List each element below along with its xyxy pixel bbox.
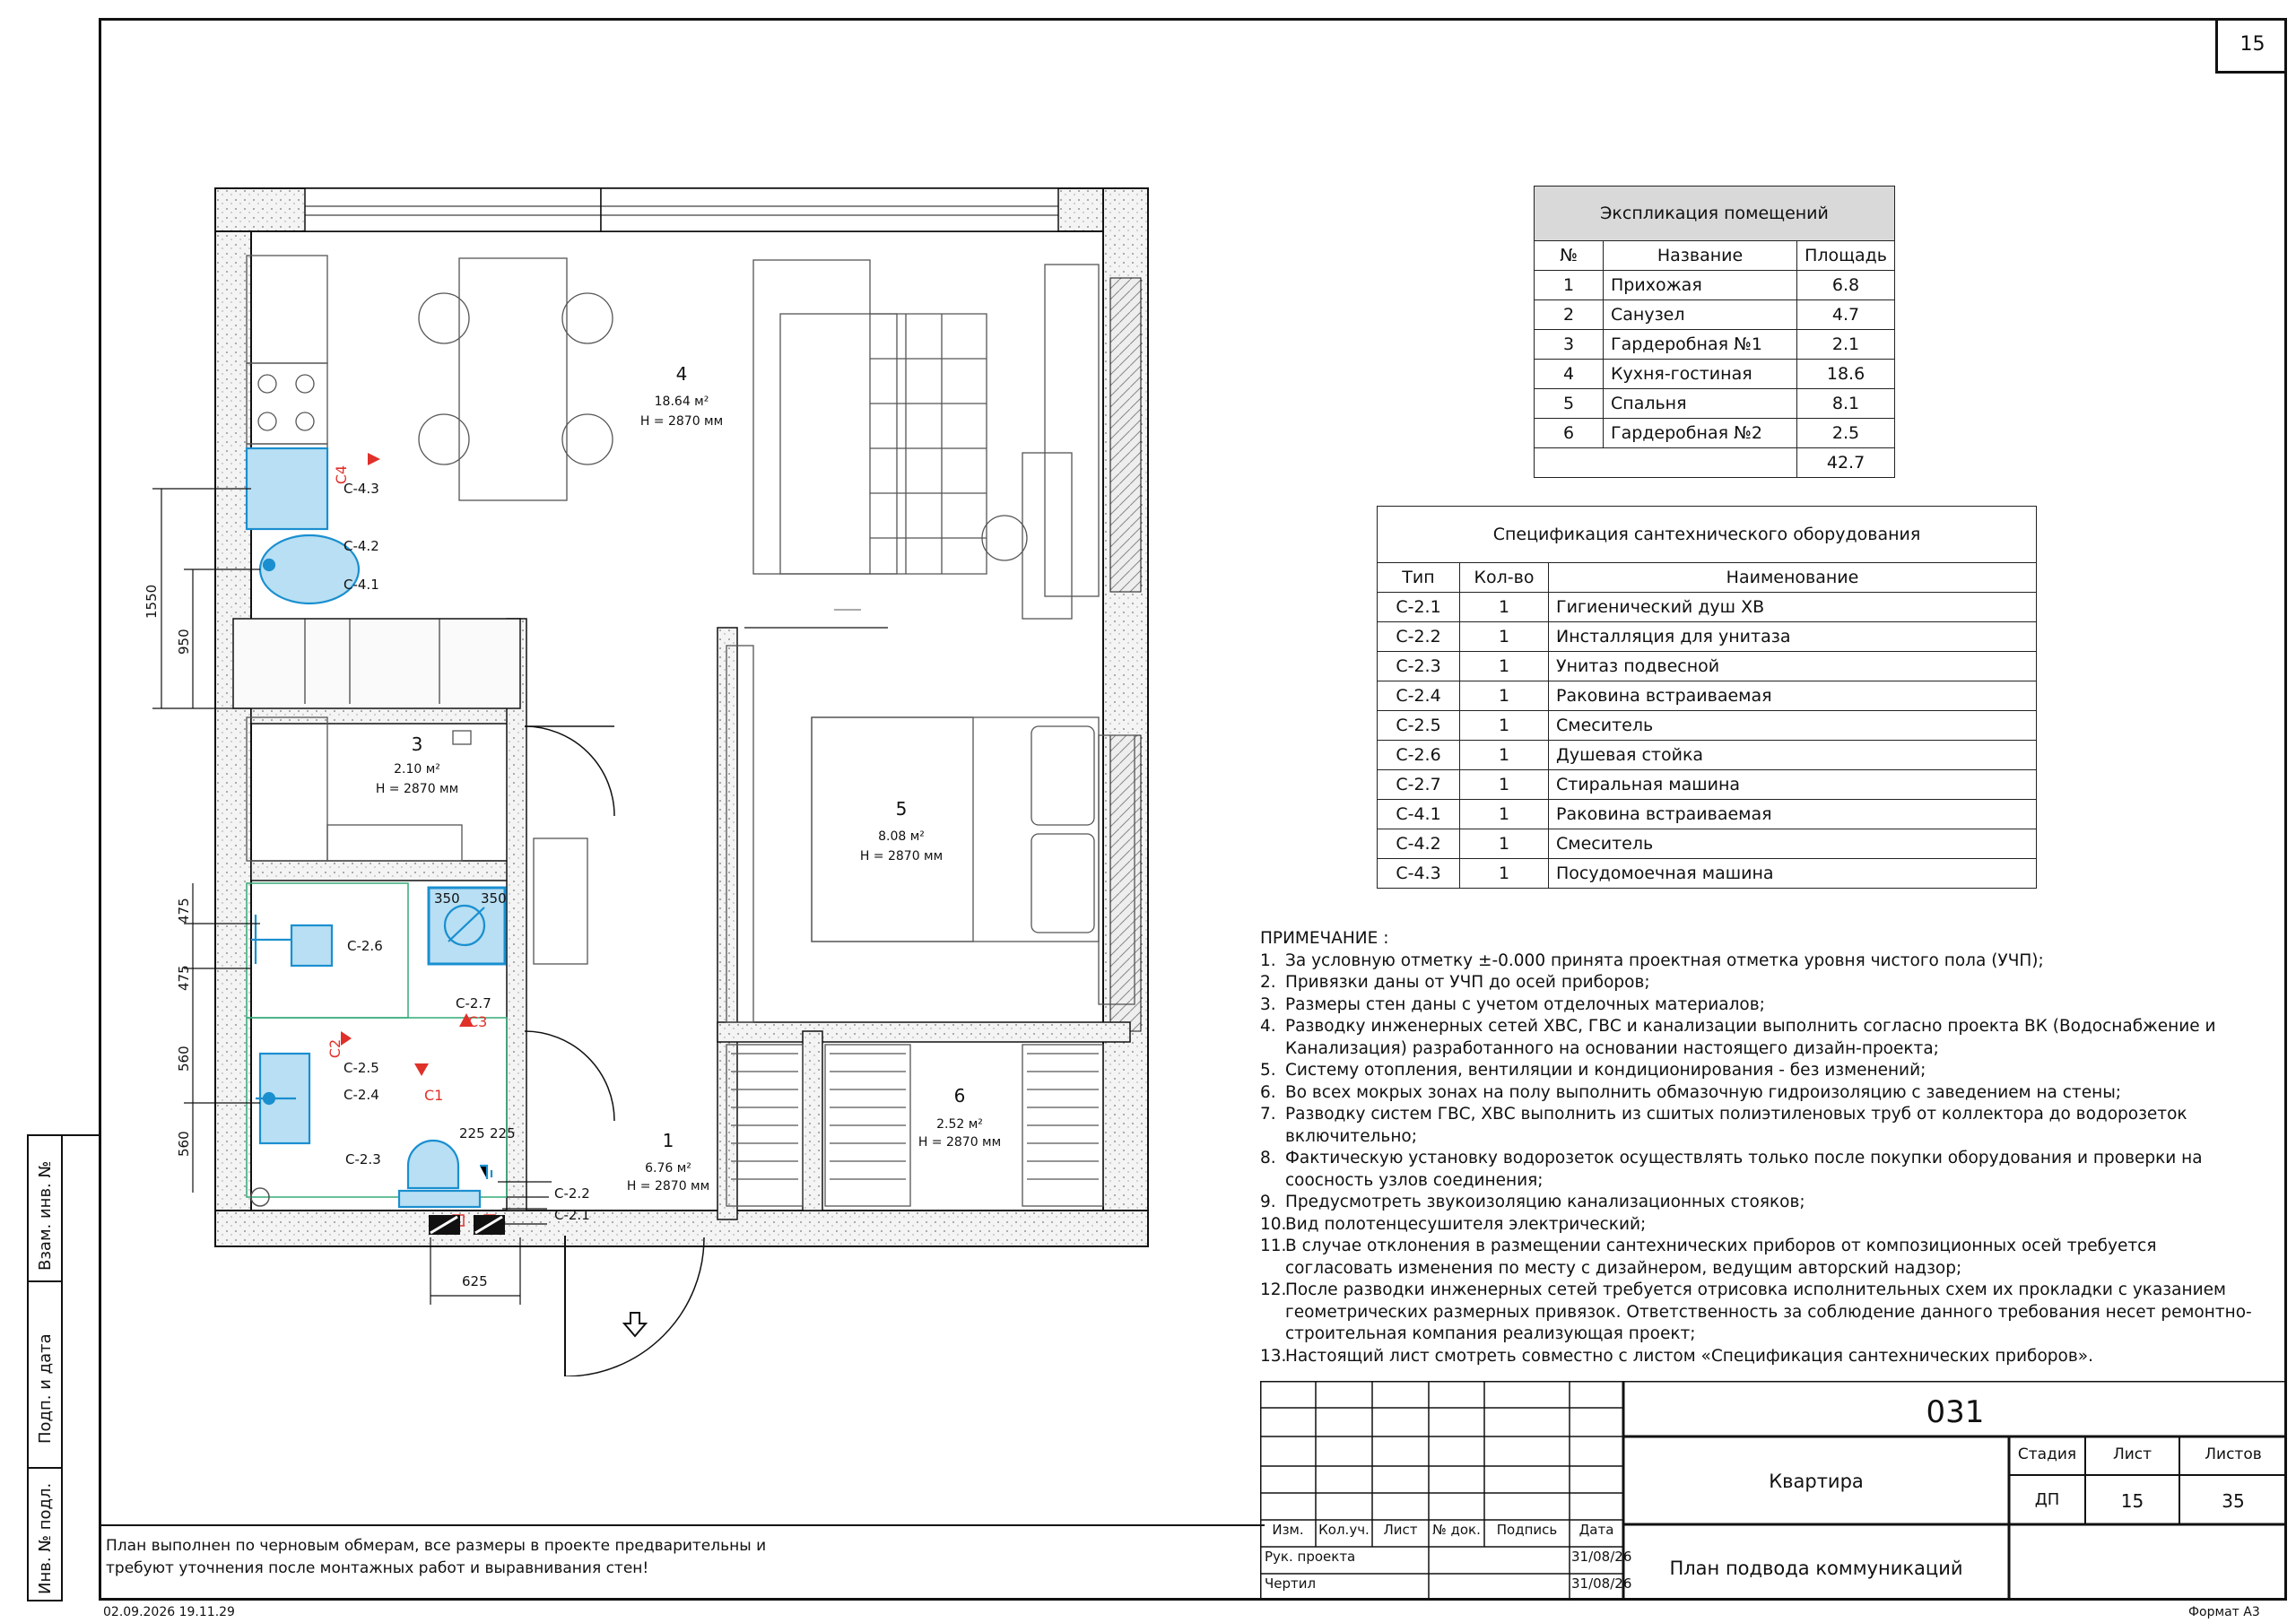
note-text: Разводку инженерных сетей ХВС, ГВС и канализации выполнить согласно проекта ВК (Водоснабжение и Канализация) разработанного на основании настоящего дизайн-проекта;: [1285, 1017, 2216, 1058]
cell: Душевая стойка: [1549, 741, 2037, 770]
cell: С-4.2: [1378, 829, 1460, 859]
room-number-6: 6: [953, 1085, 966, 1107]
notes-heading: ПРИМЕЧАНИЕ :: [1260, 929, 1389, 948]
note-number: 13.: [1260, 1346, 1287, 1366]
label-c43: С-4.3: [344, 481, 379, 497]
cell: Смеситель: [1549, 829, 2037, 859]
table-row: [1378, 622, 2037, 652]
document-code: 031: [1926, 1394, 1985, 1430]
cell: С-2.3: [1378, 652, 1460, 681]
cell: 3: [1535, 330, 1604, 360]
label-c25: С-2.5: [344, 1060, 379, 1076]
room-area-6: 2.52 м²: [936, 1117, 983, 1132]
note-number: 12.: [1260, 1280, 1287, 1299]
room-number-3: 3: [411, 733, 423, 755]
table-row: [1378, 593, 2037, 622]
side-stamp-top-line: [63, 1134, 100, 1603]
note-number: 1.: [1260, 950, 1276, 970]
cell: 1: [1460, 593, 1549, 622]
table-row: [1378, 800, 2037, 829]
floor-plan: [135, 175, 1211, 1376]
cell: 1: [1460, 829, 1549, 859]
col-date: Дата: [1578, 1522, 1614, 1538]
note-text: Систему отопления, вентиляции и кондиционирования - без изменений;: [1285, 1061, 1926, 1080]
note-number: 6.: [1260, 1082, 1276, 1102]
side-stamp-cell-2: [27, 1280, 63, 1469]
label-c23: С-2.3: [345, 1151, 381, 1167]
dim-950: 950: [176, 629, 192, 655]
cell: Унитаз подвесной: [1549, 652, 2037, 681]
cell: 2: [1535, 300, 1604, 330]
note-text: В случае отклонения в размещении сантехнических приборов от композиционных осей требуется согласовать изменения по месту с дизайнером, ведущим авторский надзор;: [1285, 1237, 2157, 1278]
cell: С-2.7: [1378, 770, 1460, 800]
note-number: 11.: [1260, 1237, 1287, 1255]
cell: Посудомоечная машина: [1549, 859, 2037, 889]
cell: Инсталляция для унитаза: [1549, 622, 2037, 652]
table-row: [1535, 271, 1895, 300]
cell: 6: [1535, 419, 1604, 448]
table-row: [1535, 419, 1895, 448]
sheet-value: 15: [2120, 1490, 2144, 1512]
cell: Гардеробная №1: [1604, 330, 1797, 360]
explication-table: [1534, 186, 1895, 478]
note-item: [1260, 1346, 2265, 1368]
table-row: [1535, 389, 1895, 419]
cell: 1: [1460, 711, 1549, 741]
note-item: [1260, 1236, 2265, 1280]
room-number-4: 4: [675, 363, 688, 385]
riser-markers: [341, 453, 495, 1226]
note-item: [1260, 1192, 2265, 1214]
cell: Стиральная машина: [1549, 770, 2037, 800]
note-text: После разводки инженерных сетей требуется отрисовка исполнительных схем их прокладки с указанием геометрических размерных привязок. Ответственность за соблюдение данного требования несет ремонтно-строительная компания реализующая проект;: [1285, 1280, 2252, 1343]
table-row: [1378, 681, 2037, 711]
side-stamp-cell-3: [27, 1467, 63, 1601]
marker-c4: С4: [333, 464, 351, 485]
cell: 1: [1460, 622, 1549, 652]
spec-header-name: Наименование: [1549, 563, 2037, 593]
cell: 2.1: [1797, 330, 1895, 360]
cell: Спальня: [1604, 389, 1797, 419]
table-row: [1535, 300, 1895, 330]
dim-560-b: 560: [176, 1131, 192, 1157]
sheet-label: Лист: [2112, 1445, 2152, 1463]
cell: С-2.1: [1378, 593, 1460, 622]
room-height-5: Н = 2870 мм: [859, 849, 944, 864]
print-timestamp: 02.09.2026 19.11.29: [103, 1605, 235, 1619]
note-text: Фактическую установку водорозеток осуществлять только после покупки оборудования и проверки на соосность узлов соединения;: [1285, 1149, 2203, 1190]
note-text: Вид полотенцесушителя электрический;: [1285, 1214, 1647, 1234]
cell: Гардеробная №2: [1604, 419, 1797, 448]
cell: 4: [1535, 360, 1604, 389]
cell: 1: [1460, 741, 1549, 770]
cell: 5: [1535, 389, 1604, 419]
table-row: [1378, 859, 2037, 889]
cell: Раковина встраиваемая: [1549, 800, 2037, 829]
table-row: [1535, 330, 1895, 360]
cell: [1535, 448, 1797, 478]
cell: С-4.3: [1378, 859, 1460, 889]
dim-350-b: 350: [481, 890, 507, 907]
note-item: [1260, 994, 2265, 1017]
room-height-4: Н = 2870 мм: [639, 414, 724, 429]
note-item: [1260, 1280, 2265, 1346]
table-row: [1378, 652, 2037, 681]
col-kol: Кол.уч.: [1318, 1522, 1370, 1538]
cell: Прихожая: [1604, 271, 1797, 300]
room-height-6: Н = 2870 мм: [918, 1135, 1002, 1150]
spec-table: [1377, 506, 2037, 889]
note-text: Разводку систем ГВС, ХВС выполнить из сшитых полиэтиленовых труб от коллектора до водорозеток включительно;: [1285, 1105, 2187, 1146]
cell: Кухня-гостиная: [1604, 360, 1797, 389]
cell: 1: [1460, 681, 1549, 711]
cell: 1: [1460, 800, 1549, 829]
dim-560-a: 560: [176, 1046, 192, 1072]
notes: [1260, 928, 2265, 1367]
note-number: 9.: [1260, 1193, 1276, 1211]
label-c24: С-2.4: [344, 1087, 379, 1103]
col-list: Лист: [1383, 1522, 1418, 1538]
dim-475-a: 475: [176, 898, 192, 924]
cell: 4.7: [1797, 300, 1895, 330]
table-row: [1378, 770, 2037, 800]
explication-header-num: №: [1535, 241, 1604, 271]
cell: 1: [1460, 770, 1549, 800]
side-stamp-cell-1: [27, 1134, 63, 1282]
note-item: [1260, 1214, 2265, 1237]
spec-header-qty: Кол-во: [1460, 563, 1549, 593]
dim-1550: 1550: [144, 584, 160, 619]
table-row: [1378, 711, 2037, 741]
role-drawn: Чертил: [1265, 1575, 1317, 1592]
cell: Санузел: [1604, 300, 1797, 330]
col-sign: Подпись: [1496, 1522, 1558, 1538]
cell: 1: [1460, 859, 1549, 889]
explication-header-name: Название: [1604, 241, 1797, 271]
cell: С-2.6: [1378, 741, 1460, 770]
note-item: [1260, 950, 2265, 973]
note-text: Во всех мокрых зонах на полу выполнить обмазочную гидроизоляцию с заведением на стены;: [1285, 1082, 2122, 1102]
dim-625: 625: [462, 1273, 488, 1289]
cell: 1: [1535, 271, 1604, 300]
sheet-corner-number: 15: [2215, 18, 2287, 74]
paper-format: Формат А3: [2188, 1605, 2260, 1619]
cell: 1: [1460, 652, 1549, 681]
note-item: [1260, 1016, 2265, 1060]
note-item: [1260, 1148, 2265, 1192]
cell: 8.1: [1797, 389, 1895, 419]
note-item: [1260, 972, 2265, 994]
date-drawn: 31/08/26: [1571, 1575, 1632, 1592]
label-c26: С-2.6: [347, 938, 383, 954]
cell: Смеситель: [1549, 711, 2037, 741]
note-number: 8.: [1260, 1149, 1276, 1167]
label-c41: С-4.1: [344, 577, 379, 593]
label-c27: С-2.7: [456, 995, 491, 1011]
dim-350-a: 350: [434, 890, 460, 907]
spec-title: Спецификация сантехнического оборудования: [1378, 507, 2037, 563]
cell: С-2.5: [1378, 711, 1460, 741]
room-height-1: Н = 2870 мм: [626, 1179, 710, 1193]
cell: 18.6: [1797, 360, 1895, 389]
kitchen-furniture: [247, 256, 1099, 619]
explication-total: 42.7: [1797, 448, 1895, 478]
note-item: [1260, 1060, 2265, 1082]
label-c21: С-2.1: [554, 1207, 590, 1223]
label-c42: С-4.2: [344, 538, 379, 554]
note-number: 4.: [1260, 1017, 1276, 1036]
explication-header-area: Площадь: [1797, 241, 1895, 271]
room-number-1: 1: [662, 1130, 674, 1151]
dim-225-a: 225: [459, 1125, 485, 1141]
note-number: 3.: [1260, 994, 1276, 1014]
dim-225-b: 225: [490, 1125, 516, 1141]
note-text: Настоящий лист смотреть совместно с листом «Спецификация сантехнических приборов».: [1285, 1346, 2093, 1366]
cell: С-2.2: [1378, 622, 1460, 652]
note-item: [1260, 1104, 2265, 1148]
cell: Раковина встраиваемая: [1549, 681, 2037, 711]
bottom-note: План выполнен по черновым обмерам, все размеры в проекте предварительны и требуют уточнения после монтажных работ и выравнивания стен!: [106, 1537, 767, 1577]
table-row: [1378, 741, 2037, 770]
sheets-label: Листов: [2205, 1445, 2262, 1463]
table-row: [1535, 360, 1895, 389]
side-stamp-label-2: Подп. и дата: [36, 1333, 55, 1444]
col-doc: № док.: [1432, 1522, 1481, 1538]
title-block-columns: [1260, 1522, 1623, 1538]
room-area-3: 2.10 м²: [394, 762, 440, 777]
note-number: 7.: [1260, 1105, 1276, 1124]
cell: С-4.1: [1378, 800, 1460, 829]
object-name: Квартира: [1769, 1471, 1864, 1492]
note-number: 2.: [1260, 973, 1276, 992]
explication-title: Экспликация помещений: [1535, 187, 1895, 241]
note-item: [1260, 1082, 2265, 1105]
side-stamp-label-3: Инв. № подл.: [36, 1482, 55, 1594]
cell: 6.8: [1797, 271, 1895, 300]
table-row: [1378, 829, 2037, 859]
dim-475-b: 475: [176, 965, 192, 991]
note-text: Размеры стен даны с учетом отделочных материалов;: [1285, 994, 1765, 1014]
room-area-1: 6.76 м²: [645, 1161, 691, 1176]
hallway: [525, 838, 704, 1376]
room-area-4: 18.64 м²: [654, 395, 709, 409]
cell: 2.5: [1797, 419, 1895, 448]
sheet-title: План подвода коммуникаций: [1669, 1558, 1963, 1579]
stage-label: Стадия: [2017, 1445, 2077, 1463]
stage-value: ДП: [2034, 1490, 2060, 1509]
marker-c2: С2: [326, 1038, 344, 1059]
room-number-5: 5: [895, 798, 908, 820]
date-project-lead: 31/08/26: [1571, 1549, 1632, 1565]
marker-c1: С1: [424, 1087, 444, 1104]
cell: Гигиенический душ ХВ: [1549, 593, 2037, 622]
role-project-lead: Рук. проекта: [1265, 1549, 1356, 1565]
note-text: Привязки даны от УЧП до осей приборов;: [1285, 973, 1650, 992]
cell: С-2.4: [1378, 681, 1460, 711]
note-text: Предусмотреть звукоизоляцию канализационных стояков;: [1285, 1193, 1805, 1211]
note-text: За условную отметку ±-0.000 принята проектная отметка уровня чистого пола (УЧП);: [1285, 950, 2044, 970]
side-stamp-label-1: Взам. инв. №: [36, 1160, 55, 1271]
marker-c3: С3: [468, 1013, 488, 1030]
note-number: 5.: [1260, 1061, 1276, 1080]
sheets-value: 35: [2222, 1490, 2245, 1512]
note-number: 10.: [1260, 1214, 1287, 1234]
col-izm: Изм.: [1272, 1522, 1304, 1538]
room-height-3: Н = 2870 мм: [375, 782, 459, 796]
spec-header-type: Тип: [1378, 563, 1460, 593]
label-c22: С-2.2: [554, 1185, 590, 1202]
room-area-5: 8.08 м²: [878, 829, 925, 844]
